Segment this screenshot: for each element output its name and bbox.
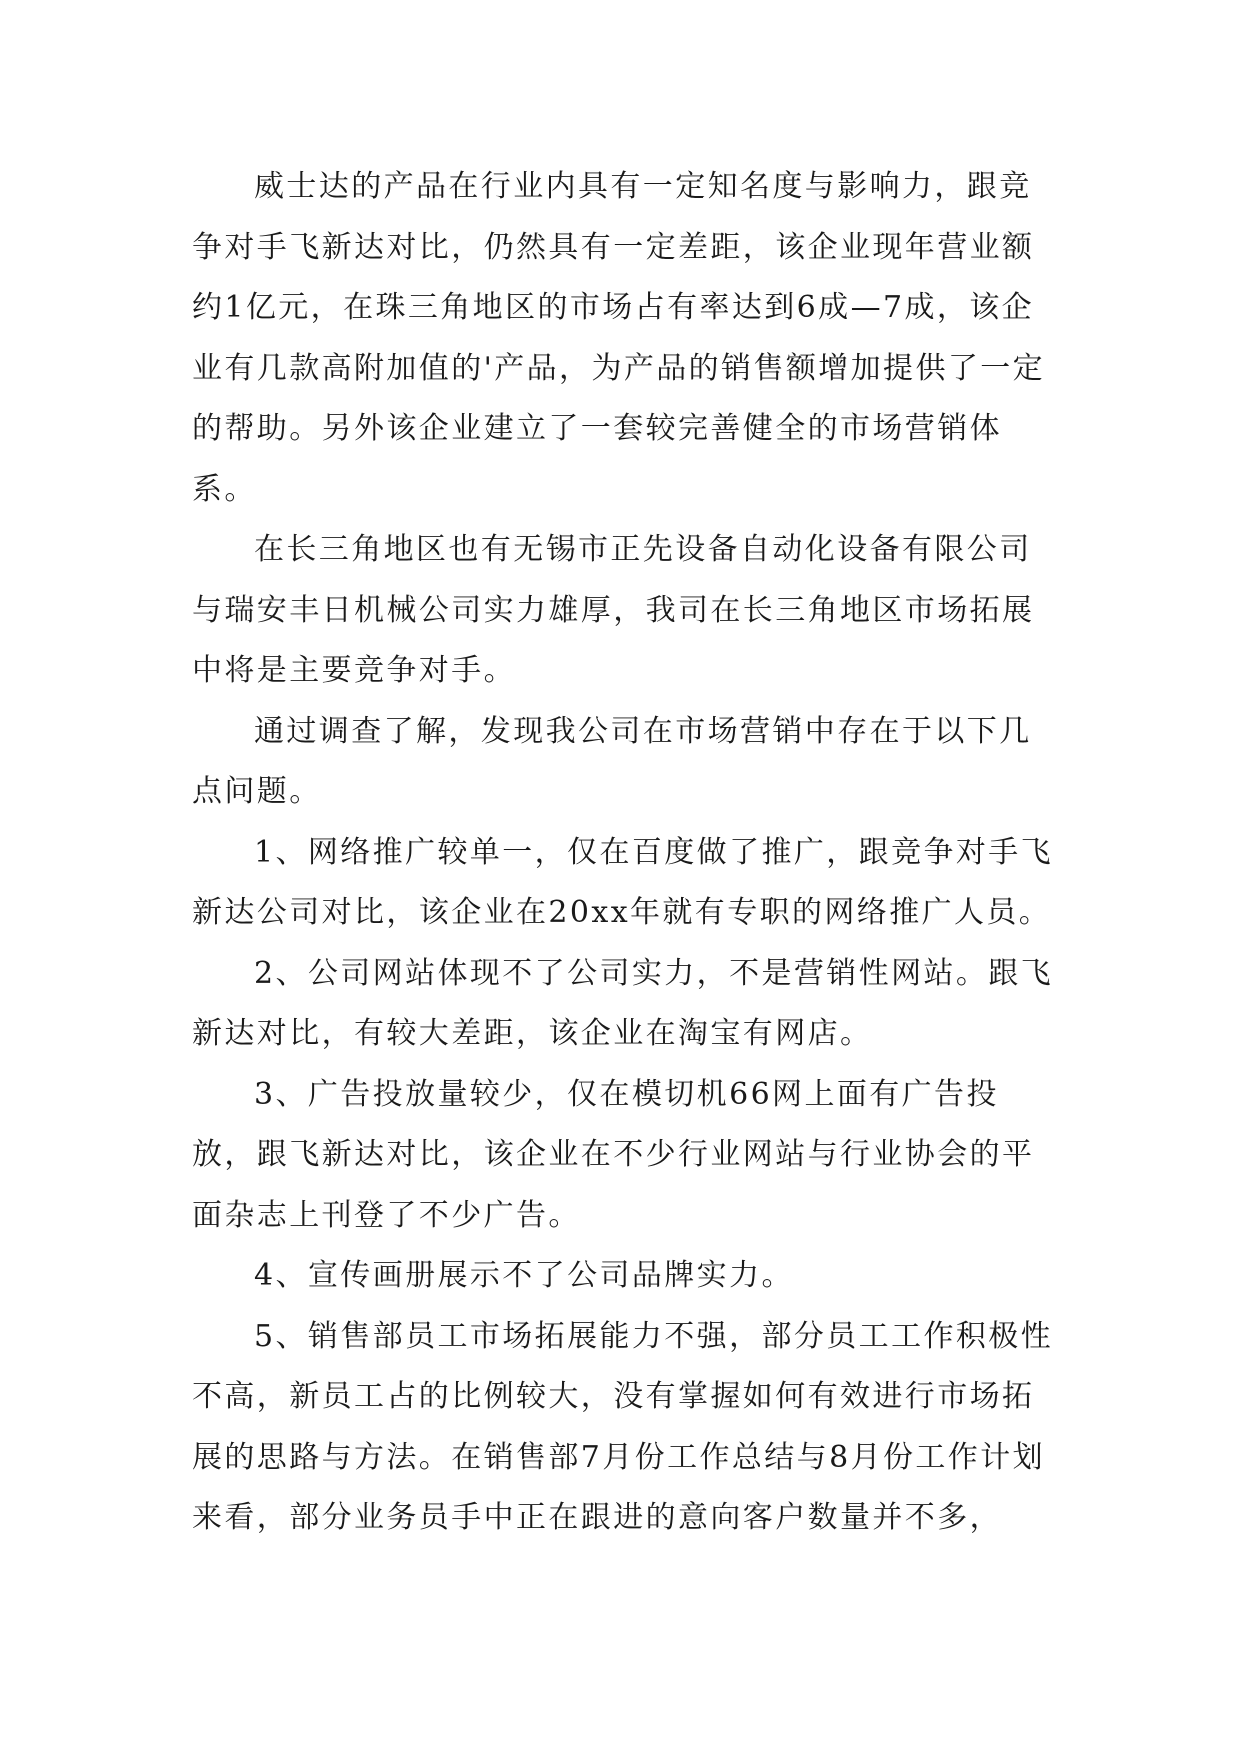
paragraph-survey-intro: 通过调查了解，发现我公司在市场营销中存在于以下几点问题。 bbox=[192, 713, 1032, 809]
paragraph-issue-1: 1、网络推广较单一，仅在百度做了推广，跟竞争对手飞新达公司对比，该企业在20xx年就有专职的网络推广人员。 bbox=[192, 834, 1054, 930]
paragraph-issue-3: 3、广告投放量较少，仅在模切机66网上面有广告投放，跟飞新达对比，该企业在不少行业网站与行业协会的平面杂志上刊登了不少广告。 bbox=[192, 1076, 1035, 1233]
paragraph-yangtze-delta-competitors: 在长三角地区也有无锡市正先设备自动化设备有限公司与瑞安丰日机械公司实力雄厚，我司在长三角地区市场拓展中将是主要竞争对手。 bbox=[192, 532, 1035, 688]
paragraph-issue-2: 2、公司网站体现不了公司实力，不是营销性网站。跟飞新达对比，有较大差距，该企业在淘宝有网店。 bbox=[192, 955, 1054, 1051]
paragraph-issue-5: 5、销售部员工市场拓展能力不强，部分员工工作积极性不高，新员工占的比例较大，没有掌握如何有效进行市场拓展的思路与方法。在销售部7月份工作总结与8月份工作计划来看，部分业务员手中正在跟进的意向客户数量并不多， bbox=[192, 1318, 1054, 1535]
paragraph-issue-4: 4、宣传画册展示不了公司品牌实力。 bbox=[254, 1258, 794, 1293]
document-body bbox=[192, 157, 1054, 1549]
paragraph-competitor-weishida: 威士达的产品在行业内具有一定知名度与影响力，跟竞争对手飞新达对比，仍然具有一定差距，该企业现年营业额约1亿元，在珠三角地区的市场占有率达到6成—7成，该企业有几款高附加值的'产品，为产品的销售额增加提供了一定的帮助。另外该企业建立了一套较完善健全的市场营销体系。 bbox=[192, 169, 1046, 507]
